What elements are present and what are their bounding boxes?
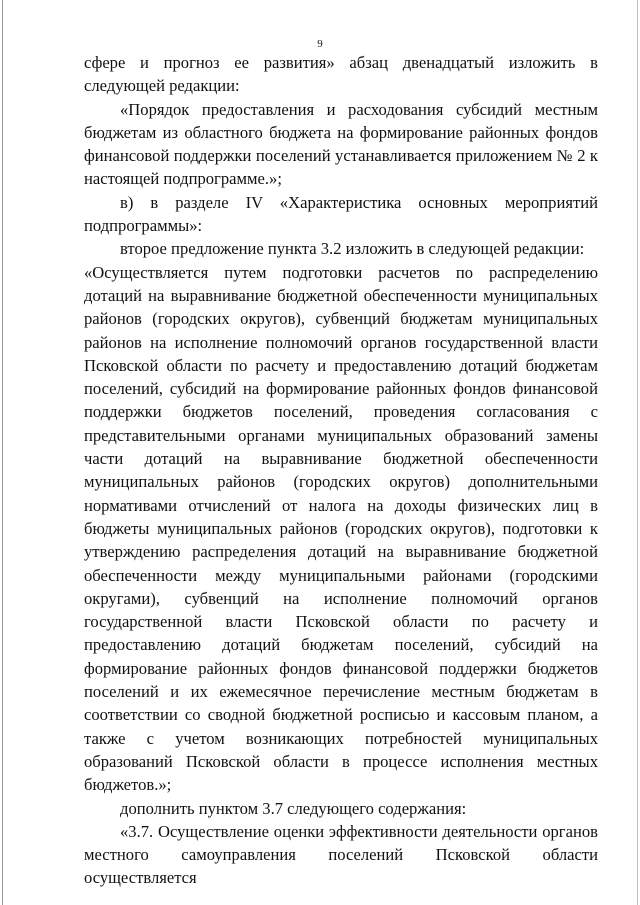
paragraph-quote-main: «Осуществляется путем подготовки расчетов по распределению дотаций на выравнивание бюджетной обеспеченности муниципальных районов (городских округов), субвенций бюджетам муниципальных районов на исполнение полномочий органов государственной власти Псковской области по расчету и предоставлению дотаций бюджетам поселений, субсидий на формирование районных фондов финансовой поддержки бюджетов поселений, проведения согласования с представительными органами муниципальных образований замены части дотаций на выравнивание бюджетной обеспеченности муниципальных районов (городских округов) дополнительными нормативами отчислений от налога на доходы физических лиц в бюджеты муниципальных районов (городских округов), подготовки к утверждению распределения дотаций на выравнивание бюджетной обеспеченности между муниципальными районами (городскими округами), субвенций на исполнение полномочий органов государственной власти Псковской области по расчету и предоставлению дотаций бюджетам поселений, субсидий на формирование районных фондов финансовой поддержки бюджетов поселений и их ежемесячное перечисление местным бюджетам в соответствии со сводной бюджетной росписью и кассовым планом, а также с учетом возникающих потребностей муниципальных образований Псковской области в процессе исполнения местных бюджетов.»; [84,262,598,795]
paragraph-quote-procedure: «Порядок предоставления и расходования субсидий местным бюджетам из областного бюджета на формирование районных фондов финансовой поддержки поселений устанавливается приложением № 2 к настоящей подпрограмме.»; [84,99,598,189]
paragraph-item-v: в) в разделе IV «Характеристика основных мероприятий подпрограммы»: [84,192,598,236]
paragraph-add-3-7: дополнить пунктом 3.7 следующего содержания: [120,798,467,818]
scan-edge-left [2,0,3,905]
page-number: 9 [317,38,323,50]
document-body [84,51,598,890]
paragraph-quote-3-7: «3.7. Осуществление оценки эффективности деятельности органов местного самоуправления поселений Псковской области осуществляется [84,821,598,888]
scan-edge-right [637,0,638,905]
paragraph-continuation: сфере и прогноз ее развития» абзац двенадцатый изложить в следующей редакции: [84,53,598,96]
paragraph-second-sentence: второе предложение пункта 3.2 изложить в следующей редакции: [120,239,585,259]
